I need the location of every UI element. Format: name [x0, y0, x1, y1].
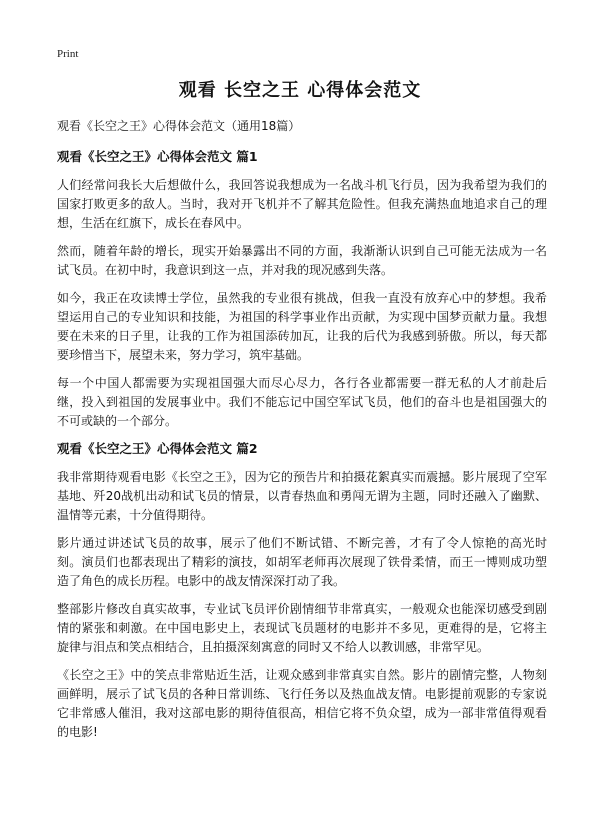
section-2	[57, 440, 547, 742]
page-title: 观看 长空之王 心得体会范文	[178, 80, 422, 101]
paragraph: 人们经常问我长大后想做什么，我回答说我想成为一名战斗机飞行员，因为我希望为我们的国家打败更多的敌人。当时，我对开飞机并不了解其危险性。但我充满热血地追求自己的理想，生活在红旗下，成长在春风中。	[57, 178, 547, 230]
paragraph: 影片通过讲述试飞员的故事，展示了他们不断试错、不断完善，才有了令人惊艳的高光时刻。演员们也都表现出了精彩的演技，如胡军老师再次展现了铁骨柔情，而王一博则成功塑造了角色的成长历程。电影中的战友情深深打动了我。	[57, 536, 547, 588]
document-subtitle: 观看《长空之王》心得体会范文（通用18篇）	[57, 119, 301, 133]
paragraph: 我非常期待观看电影《长空之王》，因为它的预告片和拍摄花絮真实而震撼。影片展现了空军基地、歼20战机出动和试飞员的情景，以青春热血和勇闯无谓为主题，同时还融入了幽默、温情等元素，十分值得期待。	[57, 470, 547, 522]
document-body	[57, 117, 547, 751]
paragraph: 然而，随着年龄的增长，现实开始暴露出不同的方面，我渐渐认识到自己可能无法成为一名试飞员。在初中时，我意识到这一点，并对我的现况感到失落。	[57, 244, 547, 277]
print-link[interactable]: Print	[57, 48, 79, 60]
section-heading: 观看《长空之王》心得体会范文 篇1	[57, 149, 258, 164]
section-1	[57, 148, 547, 431]
paragraph: 整部影片修改自真实故事，专业试飞员评价剧情细节非常真实，一般观众也能深切感受到剧情的紧张和刺激。在中国电影史上，表现试飞员题材的电影并不多见，更难得的是，它将主旋律与泪点和笑点相结合，且拍摄深刻寓意的同时又不给人以教训感，非常罕见。	[57, 602, 547, 654]
paragraph: 《长空之王》中的笑点非常贴近生活，让观众感到非常真实自然。影片的剧情完整，人物刻画鲜明，展示了试飞员的各种日常训练、飞行任务以及热血战友情。电影提前观影的专家说它非常感人催泪，我对这部电影的期待值很高，相信它将不负众望，成为一部非常值得观看的电影!	[57, 668, 547, 739]
paragraph: 每一个中国人都需要为实现祖国强大而尽心尽力，各行各业都需要一群无私的人才前赴后继，投入到祖国的发展事业中。我们不能忘记中国空军试飞员，他们的奋斗也是祖国强大的不可或缺的一个部分。	[57, 376, 547, 428]
section-heading: 观看《长空之王》心得体会范文 篇2	[57, 441, 258, 456]
paragraph: 如今，我正在攻读博士学位，虽然我的专业很有挑战，但我一直没有放弃心中的梦想。我希望运用自己的专业知识和技能，为祖国的科学事业作出贡献，为实现中国梦贡献力量。我想要在未来的日子里，让我的工作为祖国添砖加瓦，让我的后代为我感到骄傲。所以，每天都要珍惜当下，展望未来，努力学习，筑牢基础。	[57, 291, 547, 362]
